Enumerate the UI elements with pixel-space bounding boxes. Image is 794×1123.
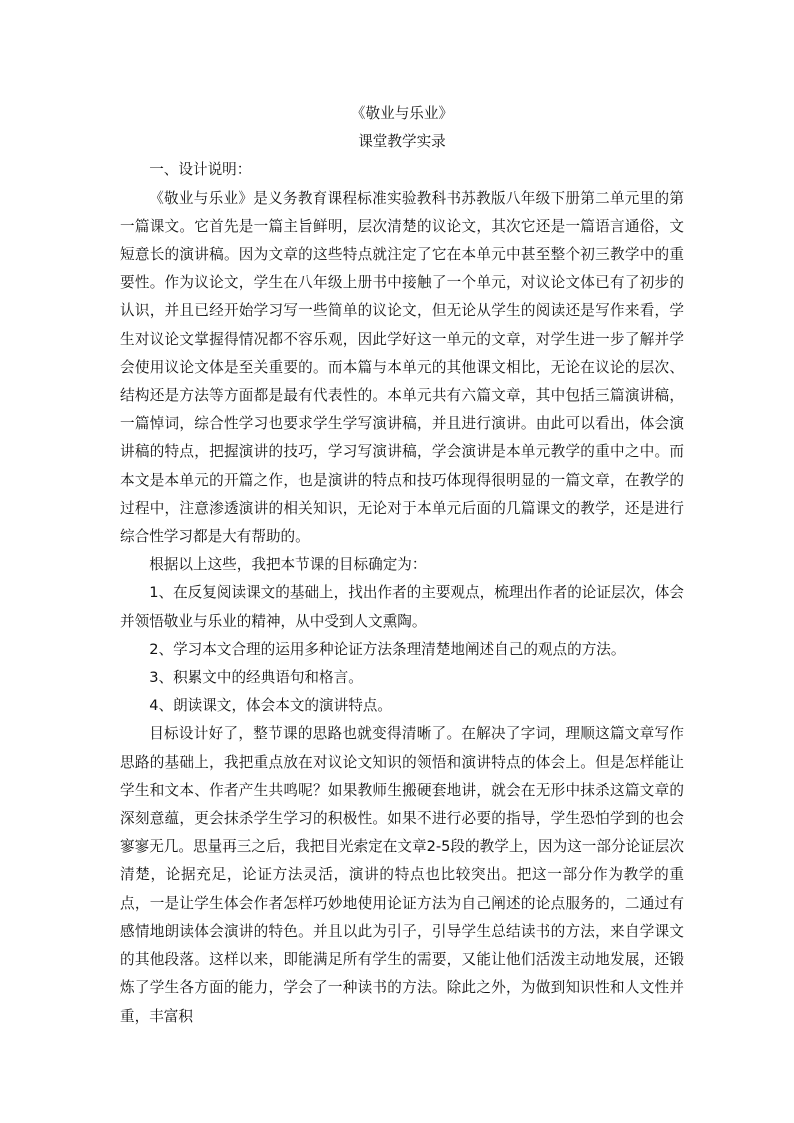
goal-item-3: 3、积累文中的经典语句和格言。 — [149, 669, 363, 687]
document-title: 《敬业与乐业》 — [350, 105, 454, 122]
paragraph-goals-intro: 根据以上这些，我把本节课的目标确定为： — [149, 556, 427, 574]
goal-item-1: 1、在反复阅读课文的基础上，找出作者的主要观点，梳理出作者的论证层次，体会并领悟敬业与乐业的精神，从中受到人文熏陶。 — [120, 584, 684, 630]
paragraph-text-analysis: 《敬业与乐业》是义务教育课程标准实验教科书苏教版八年级下册第二单元里的第一篇课文。它首先是一篇主旨鲜明，层次清楚的议论文，其次它还是一篇语言通俗，文短意长的演讲稿。因为文章的这些特点就注定了它在本单元中甚至整个初三教学中的重要性。作为议论文，学生在八年级上册书中接触了一个单元，对议论文体已有了初步的认识，并且已经开始学习写一些简单的议论文，但无论从学生的阅读还是写作来看，学生对议论文掌握得情况都不容乐观，因此学好这一单元的文章，对学生进一步了解并学会使用议论文体是至关重要的。而本篇与本单元的其他课文相比，无论在议论的层次、结构还是方法等方面都是最有代表性的。本单元共有六篇文章，其中包括三篇演讲稿，一篇悼词，综合性学习也要求学生学写演讲稿，并且进行演讲。由此可以看出，体会演讲稿的特点，把握演讲的技巧，学习写演讲稿，学会演讲是本单元教学的重中之中。而本文是本单元的开篇之作，也是演讲的特点和技巧体现得很明显的一篇文章，在教学的过程中，注意渗透演讲的相关知识，无论对于本单元后面的几篇课文的教学，还是进行综合性学习都是大有帮助的。 — [120, 189, 684, 546]
paragraph-lesson-plan: 目标设计好了，整节课的思路也就变得清晰了。在解决了字词，理顺这篇文章写作思路的基础上，我把重点放在对议论文知识的领悟和演讲特点的体会上。但是怎样能让学生和文本、作者产生共鸣呢？如果教师生搬硬套地讲，就会在无形中抹杀这篇文章的深刻意蕴，更会抹杀学生学习的积极性。如果不进行必要的指导，学生恐怕学到的也会寥寥无几。思量再三之后，我把目光索定在文章2-5段的教学上，因为这一部分论证层次清楚，论据充足，论证方法灵活，演讲的特点也比较突出。把这一部分作为教学的重点，一是让学生体会作者怎样巧妙地使用论证方法为自己阐述的论点服务的，二通过有感情地朗读体会演讲的特色。并且以此为引子，引导学生总结读书的方法，来自学课文的其他段落。这样以来，即能满足所有学生的需要，又能让他们活泼主动地发展，还锻炼了学生各方面的能力，学会了一种读书的方法。除此之外，为做到知识性和人文性并重，丰富积 — [120, 725, 684, 1025]
document-body — [120, 100, 684, 1031]
goal-item-4: 4、朗读课文，体会本文的演讲特点。 — [149, 697, 392, 715]
goal-item-2: 2、学习本文合理的运用多种论证方法条理清楚地阐述自己的观点的方法。 — [149, 640, 626, 658]
document-subtitle: 课堂教学实录 — [358, 133, 446, 151]
section-heading-design-notes: 一、设计说明： — [149, 161, 252, 179]
